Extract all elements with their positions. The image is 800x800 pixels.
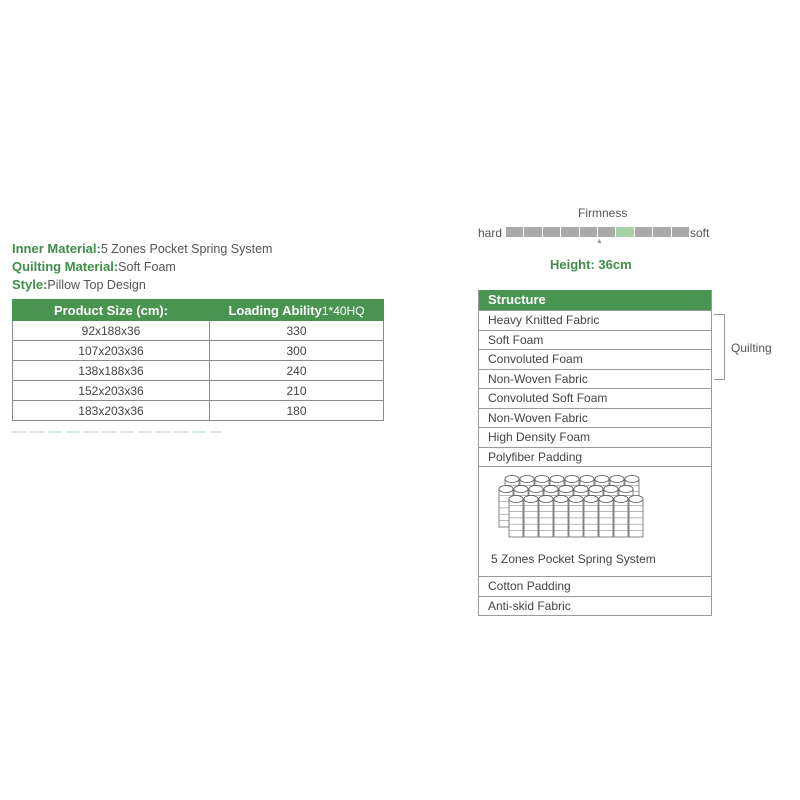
firmness-soft-label: soft [690,226,710,240]
table-row [13,361,384,381]
spring-coil [554,496,568,538]
pocket-spring-icon [493,475,653,547]
load-cell: 240 [210,361,384,381]
size-cell: 183x203x36 [13,401,210,421]
size-cell: 138x188x36 [13,361,210,381]
layer-row: Heavy Knitted Fabric [479,310,711,330]
firmness-title: Firmness [578,206,628,220]
firmness-segment [543,227,561,237]
table-row [13,341,384,361]
load-cell: 210 [210,381,384,401]
load-cell: 330 [210,321,384,341]
size-cell: 107x203x36 [13,341,210,361]
loading-column-header [210,300,384,321]
loading-header-sub: 1*40HQ [321,303,365,318]
spring-coil [509,496,523,538]
style-key: Style: [12,277,48,292]
firmness-pointer-icon: ▲ [596,238,603,245]
load-cell: 300 [210,341,384,361]
size-table [12,299,384,421]
spring-coil [629,496,643,538]
spec-list [12,240,272,294]
inner-material-line [12,240,272,258]
firmness-segment [598,227,616,237]
layer-row: Convoluted Soft Foam [479,388,711,408]
quilting-material-key: Quilting Material: [12,259,119,274]
layer-row: Convoluted Foam [479,349,711,369]
structure-table [478,290,712,616]
spring-coil [524,496,538,538]
quilting-label: Quilting [731,341,772,355]
layer-row: Non-Woven Fabric [479,408,711,428]
firmness-segment [561,227,579,237]
firmness-segment [506,227,524,237]
size-column-header: Product Size (cm): [13,300,210,321]
load-cell: 180 [210,401,384,421]
spring-coil [569,496,583,538]
inner-material-value: 5 Zones Pocket Spring System [100,242,273,256]
layer-row: Non-Woven Fabric [479,369,711,389]
quilting-material-value: Soft Foam [118,260,176,274]
firmness-scale [506,227,690,237]
table-row [13,321,384,341]
layer-row: Anti-skid Fabric [479,596,711,616]
firmness-segment [653,227,671,237]
firmness-segment [616,227,634,237]
layer-row: Cotton Padding [479,576,711,596]
size-cell: 152x203x36 [13,381,210,401]
firmness-hard-label: hard [478,226,503,240]
spring-system-label: 5 Zones Pocket Spring System [491,552,656,566]
loading-header-label: Loading Ability [228,302,322,318]
quilting-material-line [12,258,272,276]
layer-row: High Density Foam [479,427,711,447]
size-cell: 92x188x36 [13,321,210,341]
spring-coil [599,496,613,538]
layer-row: Soft Foam [479,330,711,350]
style-value: Pillow Top Design [47,278,146,292]
table-row [13,401,384,421]
firmness-segment [580,227,598,237]
spring-coil [614,496,628,538]
style-line [12,276,272,294]
spring-system-cell [479,466,711,576]
spring-coil [584,496,598,538]
decorative-divider [12,431,222,433]
inner-material-key: Inner Material: [12,241,101,256]
firmness-segment [524,227,542,237]
mattress-height: Height: 36cm [550,257,632,272]
table-row [13,381,384,401]
firmness-segment [672,227,690,237]
size-table-header-row [13,300,384,321]
structure-header: Structure [479,290,711,310]
spring-coil [539,496,553,538]
firmness-segment [635,227,653,237]
layer-row: Polyfiber Padding [479,447,711,467]
quilting-bracket [714,314,725,380]
